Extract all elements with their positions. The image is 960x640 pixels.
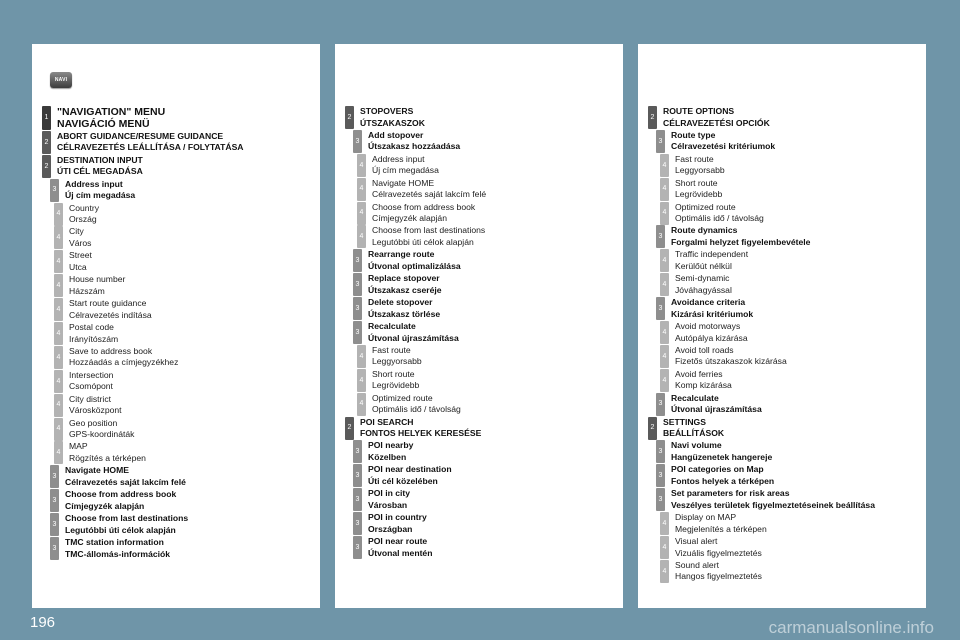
menu-item-level-3 (335, 249, 623, 272)
level-badge: 3 (353, 297, 362, 320)
menu-item-label-en: POI near destination (368, 464, 452, 475)
menu-item-label-hu: Ország (69, 214, 97, 225)
menu-item-text (675, 178, 722, 201)
menu-item-label-hu: FONTOS HELYEK KERESÉSE (360, 428, 482, 439)
menu-item-label-en: Street (69, 250, 92, 261)
menu-item-label-hu: CÉLRAVEZETÉSI OPCIÓK (663, 117, 770, 128)
menu-item-text (372, 154, 439, 177)
menu-item-label-hu: ÚTSZAKASZOK (360, 117, 425, 128)
menu-item-level-3 (638, 297, 926, 320)
level-badge: 4 (660, 536, 669, 559)
level-badge: 3 (353, 130, 362, 153)
menu-item-label-hu: Címjegyzék alapján (372, 213, 447, 224)
level-badge: 4 (357, 393, 366, 416)
menu-item-level-4 (335, 225, 623, 248)
menu-item-label-hu: Célravezetés indítása (69, 309, 152, 320)
menu-item-text (675, 202, 764, 225)
menu-item-label-en: POI in country (368, 512, 427, 523)
menu-item-label-hu: Útvonal újraszámítása (368, 332, 459, 343)
menu-item-label-en: Avoidance criteria (671, 297, 746, 308)
menu-item-text (57, 131, 244, 154)
menu-column-2 (335, 44, 623, 608)
menu-item-label-hu: Autópálya kizárása (675, 332, 748, 343)
level-badge: 4 (54, 322, 63, 345)
menu-item-label-hu: Legutóbbi úti célok alapján (65, 524, 176, 535)
level-badge: 4 (660, 249, 669, 272)
menu-item-level-2 (638, 417, 926, 440)
level-badge: 3 (50, 179, 59, 202)
menu-item-level-4 (638, 345, 926, 368)
level-badge: 4 (54, 250, 63, 273)
menu-item-text (65, 489, 176, 512)
menu-item-label-en: Display on MAP (675, 512, 737, 523)
level-badge: 4 (54, 441, 63, 464)
menu-item-level-4 (32, 274, 320, 297)
menu-item-level-3 (638, 488, 926, 511)
menu-item-label-en: Sound alert (675, 559, 719, 570)
level-badge: 4 (357, 225, 366, 248)
menu-item-level-4 (638, 154, 926, 177)
menu-item-label-hu: GPS-koordináták (69, 429, 135, 440)
menu-item-level-4 (32, 322, 320, 345)
menu-item-text (671, 440, 772, 463)
menu-item-text (368, 440, 413, 463)
menu-item-label-en: DESTINATION INPUT (57, 154, 143, 165)
menu-item-level-4 (32, 203, 320, 226)
menu-item-label-en: City (69, 226, 84, 237)
level-badge: 4 (357, 345, 366, 368)
menu-item-label-en: Avoid ferries (675, 368, 723, 379)
menu-item-text (69, 298, 152, 321)
menu-item-label-en: Start route guidance (69, 298, 147, 309)
menu-item-text (663, 106, 770, 129)
menu-item-label-en: Semi-dynamic (675, 273, 730, 284)
menu-item-level-4 (335, 154, 623, 177)
menu-item-text (372, 369, 419, 392)
menu-item-label-hu: Városban (368, 499, 408, 510)
level-badge: 4 (54, 370, 63, 393)
menu-item-label-hu: Útvonal optimalizálása (368, 260, 461, 271)
menu-item-label-hu: Város (69, 237, 92, 248)
menu-item-text (65, 465, 186, 488)
menu-item-label-en: Rearrange route (368, 249, 435, 260)
menu-item-label-en: Add stopover (368, 129, 424, 140)
menu-item-label-en: TMC station information (65, 537, 164, 548)
level-badge: 3 (353, 249, 362, 272)
menu-item-level-2 (32, 131, 320, 154)
menu-item-text (675, 512, 767, 535)
menu-item-text (675, 345, 787, 368)
level-badge: 2 (648, 106, 657, 129)
menu-item-level-3 (335, 464, 623, 487)
menu-item-text (372, 345, 422, 368)
menu-item-level-4 (335, 369, 623, 392)
menu-item-text (675, 249, 748, 272)
menu-item-level-4 (638, 536, 926, 559)
level-badge: 4 (54, 418, 63, 441)
menu-item-label-hu: Leggyorsabb (372, 356, 422, 367)
menu-item-text (675, 273, 732, 296)
menu-item-text (69, 418, 134, 441)
level-badge: 3 (50, 537, 59, 560)
menu-item-level-4 (638, 178, 926, 201)
menu-item-level-2 (638, 106, 926, 129)
menu-item-label-en: Optimized route (675, 201, 736, 212)
level-badge: 3 (656, 130, 665, 153)
menu-item-label-en: Recalculate (671, 392, 719, 403)
level-badge: 2 (42, 155, 51, 178)
menu-item-text (675, 321, 748, 344)
menu-item-text (69, 250, 92, 273)
menu-item-label-en: STOPOVERS (360, 106, 414, 116)
menu-item-level-4 (32, 394, 320, 417)
menu-item-level-4 (638, 560, 926, 583)
menu-item-label-hu: Hangos figyelmeztetés (675, 571, 762, 582)
menu-item-label-hu: Célravezetési kritériumok (671, 141, 776, 152)
menu-item-label-en: Avoid motorways (675, 321, 741, 332)
menu-item-label-en: Address input (372, 153, 425, 164)
menu-item-text (675, 369, 732, 392)
menu-item-label-en: Choose from address book (372, 201, 476, 212)
menu-item-level-4 (638, 369, 926, 392)
level-badge: 4 (660, 321, 669, 344)
menu-item-level-3 (335, 130, 623, 153)
menu-item-text (368, 297, 440, 320)
menu-item-level-3 (638, 464, 926, 487)
page-number: 196 (30, 614, 56, 631)
menu-item-label-en: Optimized route (372, 392, 433, 403)
menu-item-level-2 (335, 417, 623, 440)
level-badge: 4 (54, 298, 63, 321)
level-badge: 3 (353, 321, 362, 344)
menu-item-label-en: Route type (671, 129, 716, 140)
level-badge: 2 (345, 106, 354, 129)
level-badge: 2 (42, 131, 51, 154)
level-badge: 3 (353, 488, 362, 511)
menu-item-text (675, 154, 725, 177)
menu-item-level-4 (335, 345, 623, 368)
menu-column-3 (638, 44, 926, 608)
menu-item-level-4 (32, 226, 320, 249)
menu-item-level-3 (335, 440, 623, 463)
menu-item-text (57, 106, 165, 130)
menu-item-text (69, 370, 113, 393)
menu-item-label-hu: Megjelenítés a térképen (675, 523, 767, 534)
menu-item-text (69, 274, 125, 297)
level-badge: 4 (660, 345, 669, 368)
menu-item-label-en: Set parameters for risk areas (671, 488, 790, 499)
menu-item-label-en: Intersection (69, 369, 114, 380)
menu-item-label-hu: Útszakasz törlése (368, 308, 441, 319)
menu-item-label-en: Delete stopover (368, 297, 433, 308)
menu-item-label-en: Navigate HOME (65, 465, 129, 476)
level-badge: 4 (660, 560, 669, 583)
menu-item-level-4 (638, 273, 926, 296)
menu-item-level-4 (638, 202, 926, 225)
menu-item-level-3 (335, 297, 623, 320)
menu-item-level-4 (32, 370, 320, 393)
menu-item-label-hu: Címjegyzék alapján (65, 500, 145, 511)
menu-item-label-en: City district (69, 393, 112, 404)
menu-item-label-hu: Hangüzenetek hangereje (671, 451, 773, 462)
level-badge: 4 (660, 273, 669, 296)
menu-item-label-hu: Fizetős útszakaszok kizárása (675, 356, 787, 367)
menu-item-level-3 (32, 537, 320, 560)
menu-list (32, 106, 320, 561)
menu-item-text (69, 441, 146, 464)
menu-item-text (372, 393, 461, 416)
menu-item-label-hu: Útvonal mentén (368, 547, 433, 558)
menu-item-label-hu: Úti cél közelében (368, 475, 438, 486)
level-badge: 4 (54, 346, 63, 369)
menu-item-level-4 (638, 249, 926, 272)
menu-item-label-en: Replace stopover (368, 273, 440, 284)
menu-item-label-hu: Irányítószám (69, 333, 119, 344)
menu-item-label-hu: Csomópont (69, 381, 113, 392)
menu-item-label-hu: Fontos helyek a térképen (671, 475, 775, 486)
menu-item-level-3 (335, 488, 623, 511)
menu-item-label-en: Visual alert (675, 536, 718, 547)
level-badge: 4 (357, 178, 366, 201)
menu-item-label-hu: Célravezetés saját lakcím felé (372, 189, 487, 200)
menu-item-level-4 (32, 250, 320, 273)
menu-item-text (69, 346, 178, 369)
level-badge: 4 (54, 274, 63, 297)
menu-item-label-hu: Vizuális figyelmeztetés (675, 547, 762, 558)
level-badge: 1 (42, 106, 51, 130)
menu-item-label-en: Choose from last destinations (65, 513, 189, 524)
menu-item-text (368, 488, 410, 511)
menu-item-level-4 (335, 202, 623, 225)
menu-item-level-3 (638, 440, 926, 463)
menu-item-text (69, 322, 118, 345)
level-badge: 3 (353, 464, 362, 487)
level-badge: 4 (660, 202, 669, 225)
menu-item-label-hu: Legrövidebb (675, 189, 723, 200)
menu-item-label-hu: BEÁLLÍTÁSOK (663, 428, 725, 439)
menu-item-label-en: "NAVIGATION" MENU (57, 106, 166, 118)
menu-item-text (65, 513, 188, 536)
menu-item-text (69, 203, 99, 226)
menu-item-text (368, 130, 460, 153)
menu-item-text (372, 178, 486, 201)
menu-item-text (65, 537, 170, 560)
menu-item-label-en: Postal code (69, 322, 114, 333)
menu-item-level-3 (32, 179, 320, 202)
menu-item-label-en: MAP (69, 441, 88, 452)
level-badge: 3 (656, 393, 665, 416)
menu-item-label-en: SETTINGS (663, 416, 706, 427)
level-badge: 3 (353, 440, 362, 463)
menu-item-label-hu: ÚTI CÉL MEGADÁSA (57, 166, 143, 177)
menu-item-label-hu: Házszám (69, 285, 105, 296)
menu-item-label-en: Fast route (675, 153, 714, 164)
menu-item-label-hu: Útvonal újraszámítása (671, 404, 762, 415)
menu-item-label-hu: Optimális idő / távolság (675, 213, 764, 224)
menu-item-label-en: Avoid toll roads (675, 344, 734, 355)
menu-item-label-hu: Optimális idő / távolság (372, 404, 461, 415)
level-badge: 4 (54, 394, 63, 417)
menu-item-text (360, 106, 425, 129)
menu-item-label-hu: Közelben (368, 451, 407, 462)
menu-item-label-en: Recalculate (368, 321, 416, 332)
level-badge: 4 (357, 202, 366, 225)
menu-column-1 (32, 44, 320, 608)
menu-item-text (675, 536, 762, 559)
menu-item-label-en: ABORT GUIDANCE/RESUME GUIDANCE (57, 130, 224, 141)
level-badge: 3 (353, 273, 362, 296)
menu-item-label-en: Short route (675, 177, 718, 188)
menu-item-label-hu: Veszélyes területek figyelmeztetéseinek beállítása (671, 499, 875, 510)
menu-item-level-2 (32, 155, 320, 178)
menu-item-level-4 (32, 441, 320, 464)
menu-item-label-hu: Legrövidebb (372, 380, 420, 391)
level-badge: 4 (660, 369, 669, 392)
level-badge: 2 (345, 417, 354, 440)
menu-item-label-hu: Útszakasz cseréje (368, 284, 442, 295)
menu-item-level-4 (638, 512, 926, 535)
menu-item-label-hu: Forgalmi helyzet figyelembevétele (671, 236, 811, 247)
menu-item-label-hu: TMC-állomás-információk (65, 548, 171, 559)
menu-item-text (57, 155, 143, 178)
watermark: carmanualsonline.info (768, 618, 934, 637)
menu-item-label-en: POI nearby (368, 440, 414, 451)
menu-item-label-hu: Utca (69, 261, 87, 272)
menu-item-level-1 (32, 106, 320, 130)
menu-item-level-3 (335, 321, 623, 344)
level-badge: 3 (50, 489, 59, 512)
menu-item-level-3 (32, 465, 320, 488)
menu-item-level-4 (638, 321, 926, 344)
menu-item-text (368, 321, 459, 344)
menu-item-label-en: House number (69, 274, 126, 285)
menu-item-text (69, 226, 91, 249)
level-badge: 4 (357, 369, 366, 392)
menu-list (335, 106, 623, 560)
menu-item-text (671, 225, 810, 248)
menu-item-text (671, 297, 753, 320)
menu-item-level-4 (335, 178, 623, 201)
menu-item-label-en: POI SEARCH (360, 416, 414, 427)
menu-item-text (372, 225, 485, 248)
level-badge: 4 (660, 154, 669, 177)
level-badge: 4 (54, 203, 63, 226)
menu-item-level-3 (638, 130, 926, 153)
level-badge: 4 (660, 178, 669, 201)
level-badge: 3 (656, 440, 665, 463)
level-badge: 4 (660, 512, 669, 535)
level-badge: 3 (656, 488, 665, 511)
level-badge: 3 (656, 225, 665, 248)
menu-item-label-hu: CÉLRAVEZETÉS LEÁLLÍTÁSA / FOLYTATÁSA (57, 142, 244, 153)
menu-item-label-en: Short route (372, 368, 415, 379)
menu-item-text (368, 464, 452, 487)
menu-item-level-2 (335, 106, 623, 129)
menu-item-label-en: Navigate HOME (372, 177, 435, 188)
menu-item-label-hu: Országban (368, 523, 413, 534)
level-badge: 2 (648, 417, 657, 440)
menu-item-label-hu: Jóváhagyással (675, 284, 732, 295)
menu-item-label-en: Geo position (69, 417, 118, 428)
menu-item-label-hu: Új cím megadása (372, 165, 439, 176)
level-badge: 3 (656, 464, 665, 487)
menu-item-text (360, 417, 481, 440)
menu-item-level-3 (335, 512, 623, 535)
menu-item-label-en: POI in city (368, 488, 411, 499)
navi-button-icon: NAVI (50, 72, 72, 88)
level-badge: 3 (50, 513, 59, 536)
menu-list (638, 106, 926, 584)
menu-item-text (663, 417, 724, 440)
level-badge: 3 (353, 536, 362, 559)
menu-item-label-en: POI categories on Map (671, 464, 764, 475)
menu-item-label-en: Navi volume (671, 440, 722, 451)
menu-item-text (65, 179, 135, 202)
menu-item-level-4 (32, 298, 320, 321)
menu-item-label-hu: Városközpont (69, 405, 122, 416)
menu-item-text (675, 560, 762, 583)
menu-item-level-3 (32, 513, 320, 536)
menu-item-text (368, 273, 442, 296)
menu-item-label-en: Fast route (372, 344, 411, 355)
menu-item-level-3 (335, 273, 623, 296)
menu-item-level-4 (335, 393, 623, 416)
level-badge: 3 (50, 465, 59, 488)
menu-item-label-hu: Komp kizárása (675, 380, 732, 391)
menu-item-label-en: Country (69, 202, 100, 213)
menu-item-label-en: Choose from address book (65, 489, 177, 500)
menu-item-label-en: ROUTE OPTIONS (663, 106, 735, 116)
menu-item-label-hu: Hozzáadás a címjegyzékhez (69, 357, 179, 368)
menu-item-label-hu: Célravezetés saját lakcím felé (65, 476, 186, 487)
menu-item-text (671, 393, 762, 416)
menu-item-level-3 (638, 393, 926, 416)
level-badge: 4 (357, 154, 366, 177)
menu-item-level-3 (638, 225, 926, 248)
menu-item-label-hu: Legutóbbi úti célok alapján (372, 236, 474, 247)
menu-item-label-hu: Útszakasz hozzáadása (368, 141, 461, 152)
level-badge: 3 (656, 297, 665, 320)
menu-item-label-hu: Leggyorsabb (675, 165, 725, 176)
level-badge: 3 (353, 512, 362, 535)
menu-item-text (368, 512, 427, 535)
menu-item-label-en: Choose from last destinations (372, 225, 486, 236)
menu-item-label-en: Save to address book (69, 345, 153, 356)
menu-item-label-hu: NAVIGÁCIÓ MENÜ (57, 118, 150, 130)
menu-item-text (372, 202, 475, 225)
menu-item-text (671, 130, 775, 153)
menu-item-label-hu: Rögzítés a térképen (69, 452, 146, 463)
menu-item-label-hu: Új cím megadása (65, 190, 136, 201)
menu-item-label-en: Traffic independent (675, 249, 749, 260)
menu-item-level-3 (32, 489, 320, 512)
menu-item-level-4 (32, 418, 320, 441)
menu-item-label-hu: Kerülőút nélkül (675, 260, 732, 271)
menu-item-label-en: Address input (65, 178, 123, 189)
level-badge: 4 (54, 226, 63, 249)
menu-item-label-hu: Kizárási kritériumok (671, 308, 754, 319)
menu-item-text (671, 488, 875, 511)
menu-item-text (368, 249, 461, 272)
menu-item-level-4 (32, 346, 320, 369)
menu-item-label-en: POI near route (368, 536, 428, 547)
menu-item-level-3 (335, 536, 623, 559)
menu-item-text (671, 464, 774, 487)
menu-item-label-en: Route dynamics (671, 225, 738, 236)
menu-item-text (368, 536, 432, 559)
menu-item-text (69, 394, 122, 417)
